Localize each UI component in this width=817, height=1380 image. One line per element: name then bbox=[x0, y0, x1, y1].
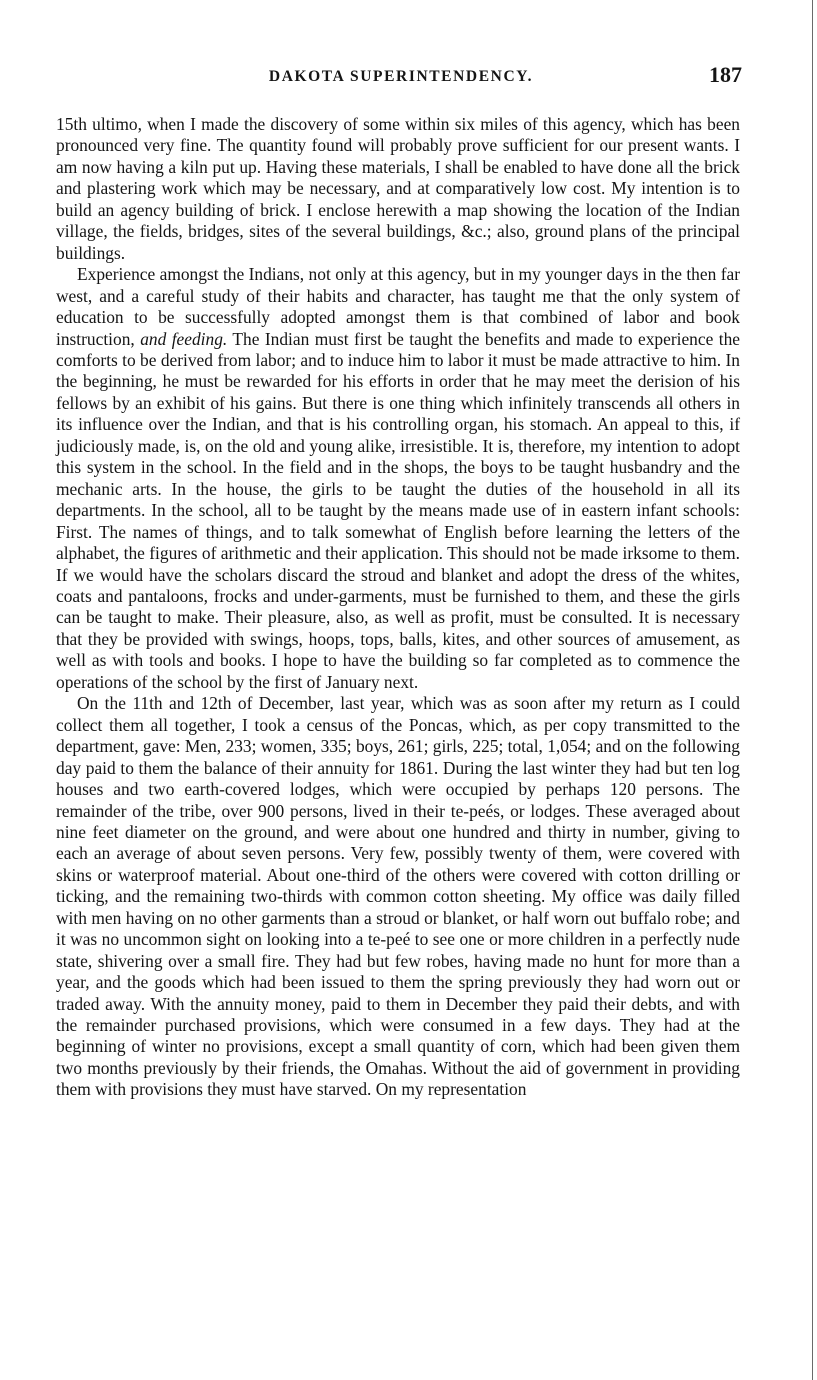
paragraph-text-before: Experience amongst the Indians, not only at this agency, but in my younger days in the then far west, and a careful study of their habits and character, has taught me that the only system of education to be successfully adopted amongst them is that combined of labor and book instruction, bbox=[56, 264, 740, 349]
page-header bbox=[60, 62, 742, 92]
body-text bbox=[56, 114, 740, 1101]
emphasis-and-feeding: and feeding. bbox=[140, 328, 228, 349]
paragraph-continuation: 15th ultimo, when I made the discovery of some within six miles of this agency, which has been pronounced very fine. The quantity found will probably prove sufficient for our present wants. I am now having a kiln put up. Having these materials, I shall be enabled to have done all the brick and plastering work which may be necessary, and at comparatively low cost. My intention is to build an agency building of brick. I enclose herewith a map showing the location of the Indian village, the fields, bridges, sites of the several buildings, &c.; also, ground plans of the principal buildings. bbox=[56, 114, 740, 263]
page-number: 187 bbox=[709, 62, 742, 87]
page-edge-line bbox=[812, 0, 813, 1380]
paragraph-text-after: The Indian must first be taught the benefits and made to experience the comforts to be derived from labor; and to induce him to labor it must be made attractive to him. In the beginning, he must be rewarded for his efforts in order that he may meet the derision of his fellows by an exhibit of his gains. But there is one thing which infinitely transcends all others in its influence over the Indian, and that is his controlling organ, his stomach. An appeal to this, if judiciously made, is, on the old and young alike, irresistible. It is, therefore, my intention to adopt this system in the school. In the field and in the shops, the boys to be taught husbandry and the mechanic arts. In the house, the girls to be taught the duties of the household in all its departments. In the school, all to be taught by the means made use of in eastern infant schools: First. The names of things, and to talk somewhat of English before learning the letters of the alphabet, the figures of arithmetic and their application. This should not be made irksome to them. If we would have the scholars discard the stroud and blanket and adopt the dress of the whites, coats and pantaloons, frocks and under-garments, must be furnished to them, and these the girls can be taught to make. Their pleasure, also, as well as profit, must be consulted. It is necessary that they be provided with swings, hoops, tops, balls, kites, and other sources of amusement, as well as with tools and books. I hope to have the building so far completed as to commence the operations of the school by the first of January next. bbox=[56, 328, 740, 692]
paragraph-education-system bbox=[56, 264, 740, 693]
running-head: DAKOTA SUPERINTENDENCY. bbox=[268, 68, 534, 85]
paragraph-census: On the 11th and 12th of December, last year, which was as soon after my return as I could collect them all together, I took a census of the Poncas, which, as per copy transmitted to the department, gave: Men, 233; women, 335; boys, 261; girls, 225; total, 1,054; and on the following day paid to them the balance of their annuity for 1861. During the last winter they had but ten log houses and two earth-covered lodges, which were occupied by perhaps 120 persons. The remainder of the tribe, over 900 persons, lived in their te-peés, or lodges. These averaged about nine feet diameter on the ground, and were about one hundred and thirty in number, giving to each an average of about seven persons. Very few, possibly twenty of them, were covered with skins or waterproof material. About one-third of the others were covered with cotton drilling or ticking, and the remaining two-thirds with common cotton sheeting. My office was daily filled with men having on no other garments than a stroud or blanket, or half worn out buffalo robe; and it was no uncommon sight on looking into a te-peé to see one or more children in a perfectly nude state, shivering over a small fire. They had but few robes, having made no hunt for more than a year, and the goods which had been issued to them the spring previously they had worn out or traded away. With the annuity money, paid to them in December they paid their debts, and with the remainder purchased provisions, which were consumed in a few days. They had at the beginning of winter no provisions, except a small quantity of corn, which had been given them two months previously by their friends, the Omahas. Without the aid of government in providing them with provisions they must have starved. On my representation bbox=[56, 693, 740, 1100]
